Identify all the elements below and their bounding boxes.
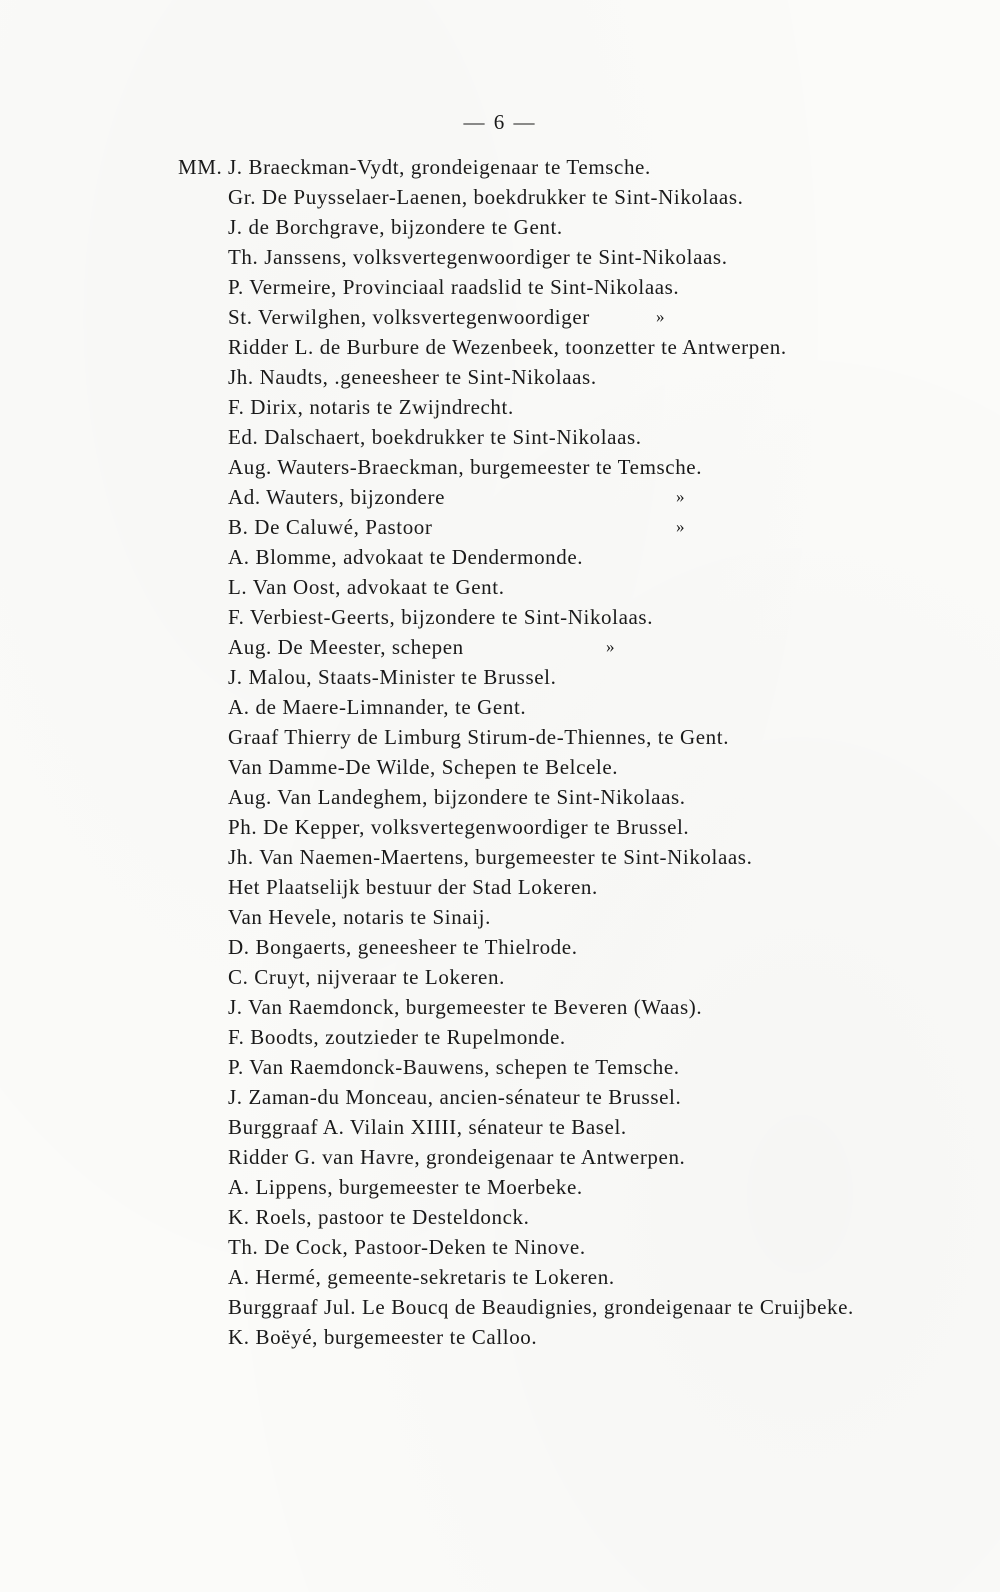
member-list [178,152,988,1352]
entry-text: Ed. Dalschaert, boekdrukker te Sint-Nikolaas. [228,425,642,449]
entry-text: Burggraaf A. Vilain XIIII, sénateur te Basel. [228,1115,627,1139]
entry-text: Jh. Van Naemen-Maertens, burgemeester te Sint-Nikolaas. [228,845,753,869]
entry-text: Jh. Naudts, .geneesheer te Sint-Nikolaas. [228,365,597,389]
entry-text: J. Zaman-du Monceau, ancien-sénateur te Brussel. [228,1085,682,1109]
list-item [178,152,988,182]
list-item [228,902,988,932]
list-item [228,632,988,662]
entry-text: K. Boëyé, burgemeester te Calloo. [228,1325,538,1349]
entry-text: J. Van Raemdonck, burgemeester te Beveren (Waas). [228,995,703,1019]
entry-text: P. Van Raemdonck-Bauwens, schepen te Temsche. [228,1055,680,1079]
ditto-mark: » [676,517,686,536]
list-item [228,662,988,692]
list-item [228,512,988,542]
entry-text: Ad. Wauters, bijzondere [228,485,445,509]
entry-text: A. de Maere-Limnander, te Gent. [228,695,527,719]
ditto-mark: » [676,487,686,506]
entry-text: J. Braeckman-Vydt, grondeigenaar te Temsche. [228,155,651,179]
entry-text: F. Verbiest-Geerts, bijzondere te Sint-Nikolaas. [228,605,654,629]
entry-text: F. Dirix, notaris te Zwijndrecht. [228,395,514,419]
list-item [228,692,988,722]
list-item [228,722,988,752]
list-item [228,1022,988,1052]
ditto-mark: » [656,307,666,326]
entry-text: D. Bongaerts, geneesheer te Thielrode. [228,935,578,959]
entry-text: Van Damme-De Wilde, Schepen te Belcele. [228,755,619,779]
list-item [228,182,988,212]
entry-text: A. Blomme, advokaat te Dendermonde. [228,545,584,569]
ditto-mark: » [606,637,616,656]
entry-text: J. de Borchgrave, bijzondere te Gent. [228,215,563,239]
list-item [228,602,988,632]
list-item [228,1322,988,1352]
list-item [228,782,988,812]
list-item [228,392,988,422]
entry-text: A. Hermé, gemeente-sekretaris te Lokeren. [228,1265,615,1289]
list-item [228,962,988,992]
list-item [228,1052,988,1082]
entry-text: Ph. De Kepper, volksvertegenwoordiger te Brussel. [228,815,690,839]
entry-text: Ridder L. de Burbure de Wezenbeek, toonzetter te Antwerpen. [228,335,787,359]
entry-text: Th. De Cock, Pastoor-Deken te Ninove. [228,1235,586,1259]
entry-text: C. Cruyt, nijveraar te Lokeren. [228,965,505,989]
list-item [228,482,988,512]
entry-text: J. Malou, Staats-Minister te Brussel. [228,665,557,689]
page-number: — 6 — [463,110,537,134]
entry-text: Th. Janssens, volksvertegenwoordiger te Sint-Nikolaas. [228,245,728,269]
list-item [228,332,988,362]
list-item [228,1112,988,1142]
list-item [228,1232,988,1262]
entry-text: Graaf Thierry de Limburg Stirum-de-Thiennes, te Gent. [228,725,730,749]
entry-text: A. Lippens, burgemeester te Moerbeke. [228,1175,583,1199]
list-item [228,302,988,332]
list-item [228,1202,988,1232]
list-item [228,572,988,602]
entry-text: B. De Caluwé, Pastoor [228,515,433,539]
entry-text: Het Plaatselijk bestuur der Stad Lokeren. [228,875,598,899]
list-item [228,812,988,842]
list-item [228,242,988,272]
entry-text: Ridder G. van Havre, grondeigenaar te Antwerpen. [228,1145,686,1169]
list-item [228,1172,988,1202]
entry-text: Aug. De Meester, schepen [228,635,464,659]
list-item [228,272,988,302]
list-item [228,1292,988,1322]
entry-text: F. Boodts, zoutzieder te Rupelmonde. [228,1025,566,1049]
entry-text: Van Hevele, notaris te Sinaij. [228,905,491,929]
entry-text: St. Verwilghen, volksvertegenwoordiger [228,305,590,329]
list-item [228,992,988,1022]
list-item [228,1262,988,1292]
entry-text: Aug. Wauters-Braeckman, burgemeester te Temsche. [228,455,703,479]
entry-text: Gr. De Puysselaer-Laenen, boekdrukker te Sint-Nikolaas. [228,185,744,209]
list-item [228,422,988,452]
list-item [228,842,988,872]
list-item [228,542,988,572]
list-item [228,212,988,242]
list-prefix: MM. [178,155,223,179]
entry-text: Burggraaf Jul. Le Boucq de Beaudignies, grondeigenaar te Cruijbeke. [228,1295,854,1319]
list-item [228,362,988,392]
list-item [228,872,988,902]
list-item [228,1082,988,1112]
entry-text: Aug. Van Landeghem, bijzondere te Sint-Nikolaas. [228,785,686,809]
list-item [228,932,988,962]
entry-text: L. Van Oost, advokaat te Gent. [228,575,505,599]
entry-text: K. Roels, pastoor te Desteldonck. [228,1205,530,1229]
list-item [228,1142,988,1172]
list-item [228,452,988,482]
entry-text: P. Vermeire, Provinciaal raadslid te Sint-Nikolaas. [228,275,680,299]
list-item [228,752,988,782]
